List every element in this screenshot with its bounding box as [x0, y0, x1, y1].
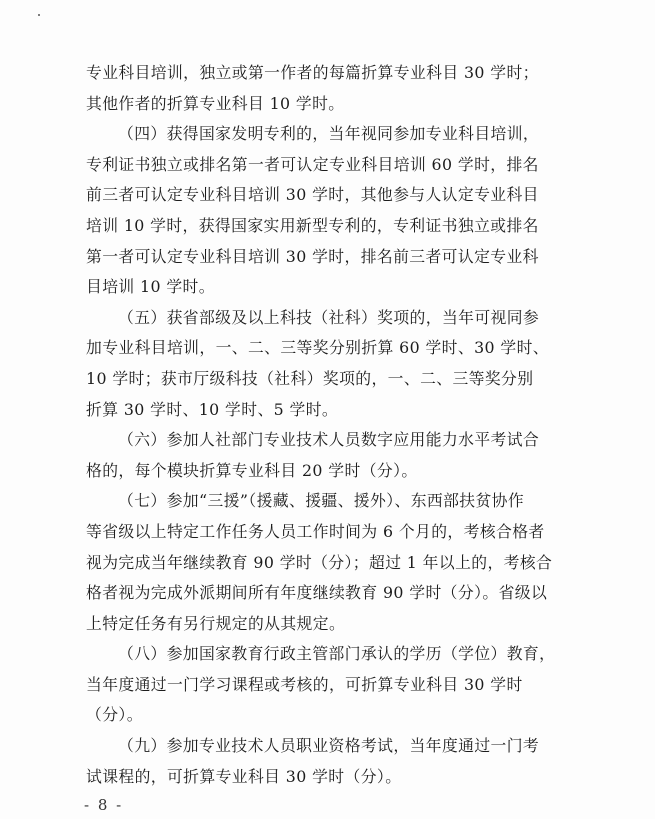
text-line: （九）参加专业技术人员职业资格考试，当年度通过一门考	[118, 736, 540, 756]
text-line: （四）获得国家发明专利的，当年视同参加专业科目培训，	[118, 124, 540, 144]
scan-speck	[38, 14, 40, 16]
text-line: 第一者可认定专业科目培训 30 学时，排名前三者可认定专业科	[86, 246, 539, 266]
text-line: 折算 30 学时、10 学时、5 学时。	[86, 399, 339, 419]
text-line: （七）参加“三援”（援藏、援疆、援外）、东西部扶贫协作	[118, 491, 525, 511]
text-line: （分）。	[86, 705, 143, 725]
document-body	[86, 58, 586, 792]
text-line: 视为完成当年继续教育 90 学时（分）；超过 1 年以上的，考核合	[86, 552, 553, 572]
paragraph-item-9	[86, 731, 586, 792]
text-line: 格者视为完成外派期间所有年度继续教育 90 学时（分）。省级以	[86, 583, 548, 603]
paragraph-item-7	[86, 486, 586, 639]
paragraph-continuation	[86, 58, 586, 119]
text-line: （八）参加国家教育行政主管部门承认的学历（学位）教育，	[118, 644, 556, 664]
paragraph-item-8	[86, 639, 586, 731]
text-line: （六）参加人社部门专业技术人员数字应用能力水平考试合	[118, 430, 540, 450]
text-line: 专利证书独立或排名第一者可认定专业科目培训 60 学时，排名	[86, 154, 539, 174]
paragraph-item-6	[86, 425, 586, 486]
paragraph-item-4	[86, 119, 586, 303]
paragraph-item-5	[86, 303, 586, 425]
text-line: （五）获省部级及以上科技（社科）奖项的，当年可视同参	[118, 307, 540, 327]
text-line: 试课程的，可折算专业科目 30 学时（分）。	[86, 766, 402, 786]
text-line: 目培训 10 学时。	[86, 277, 215, 297]
page-number: - 8 -	[84, 796, 124, 814]
text-line: 专业科目培训，独立或第一作者的每篇折算专业科目 30 学时；	[86, 63, 539, 82]
text-line: 等省级以上特定工作任务人员工作时间为 6 个月的，考核合格者	[86, 521, 545, 541]
text-line: 其他作者的折算专业科目 10 学时。	[86, 93, 345, 113]
text-line: 前三者可认定专业科目培训 30 学时，其他参与人认定专业科目	[86, 185, 539, 205]
text-line: 格的，每个模块折算专业科目 20 学时（分）。	[86, 460, 418, 480]
text-line: 加专业科目培训，一、二、三等奖分别折算 60 学时、30 学时、	[86, 338, 549, 358]
text-line: 当年度通过一门学习课程或考核的，可折算专业科目 30 学时	[86, 674, 523, 694]
text-line: 培训 10 学时，获得国家实用新型专利的，专利证书独立或排名	[86, 215, 539, 235]
text-line: 上特定任务有另行规定的从其规定。	[86, 613, 346, 633]
text-line: 10 学时；获市厅级科技（社科）奖项的，一、二、三等奖分别	[86, 368, 534, 388]
